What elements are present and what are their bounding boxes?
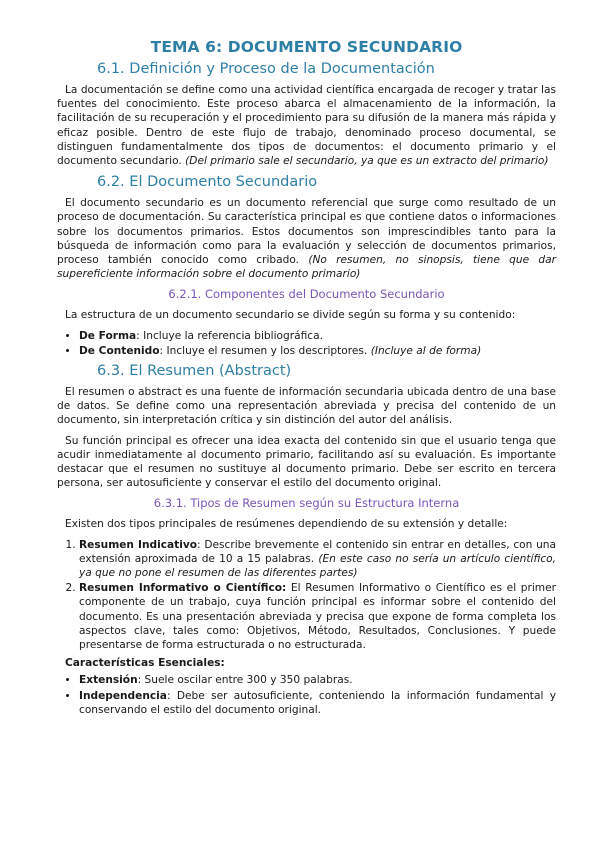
list-item-text: : Describe brevemente el contenido sin entrar en detalles, con una extensión aproximada de 10 a 15 palabras. <box>79 538 556 565</box>
list-item <box>79 329 556 343</box>
page-title: TEMA 6: DOCUMENTO SECUNDARIO <box>150 38 463 56</box>
list-item-text: : Incluye la referencia bibliográfica. <box>136 329 323 342</box>
list-item-text: : Debe ser autosuficiente, conteniendo la información fundamental y conservando el estilo del documento original. <box>79 689 556 716</box>
paragraph-text: Existen dos tipos principales de resúmenes dependiendo de su extensión y detalle: <box>65 518 508 531</box>
list-item-label: Extensión <box>79 674 138 687</box>
summary-types-list <box>57 538 556 653</box>
section-heading-6-3: 6.3. El Resumen (Abstract) <box>97 363 292 380</box>
paragraph-note: (No resumen, no sinopsis, tiene que dar supereficiente información sobre el documento primario) <box>57 254 556 281</box>
list-item-text: El Resumen Informativo o Científico es el primer componente de un trabajo, cuya función principal es informar sobre el contenido del documento. Es una presentación abreviada y precisa que expone de forma completa los aspectos clave, tales como: Objetivos, Método, Resultados, Conclusiones. Y puede presentarse de forma estructurada o no estructurada. <box>79 582 556 652</box>
section-heading-6-1: 6.1. Definición y Proceso de la Documentación <box>97 61 435 77</box>
list-item <box>79 344 556 358</box>
paragraph <box>57 517 556 531</box>
paragraph <box>57 308 556 322</box>
list-item <box>79 689 556 717</box>
list-item-label: De Contenido <box>79 344 160 357</box>
list-item-label: Independencia <box>79 689 167 702</box>
paragraph <box>57 83 556 168</box>
list-item-label: Resumen Indicativo <box>79 538 198 551</box>
list-item-text: : Suele oscilar entre 300 y 350 palabras. <box>137 674 353 687</box>
components-list <box>57 329 556 358</box>
list-item-text: : Incluye el resumen y los descriptores. <box>159 344 368 357</box>
list-item-note: (En este caso no sería un artículo científico, ya que no pone el resumen de las diferentes partes) <box>79 552 556 580</box>
paragraph-text: La estructura de un documento secundario se divide según su forma y su contenido: <box>65 309 516 322</box>
paragraph-text: La documentación se define como una actividad científica encargada de recoger y tratar las fuentes del conocimiento. Este proceso abarca el almacenamiento de la información, la facilitación de su recuperación y el procedimiento para su difusión de la manera más rápida y eficaz posible. Dentro de este flujo de trabajo, denominado proceso documental, se distinguen fundamentalmente dos tipos de documentos: el documento primario y el documento secundario. <box>57 84 556 168</box>
paragraph-text: Su función principal es ofrecer una idea exacta del contenido sin que el usuario tenga que acudir inmediatamente al documento primario, facilitando así su evaluación. Es importante destacar que el resumen no sustituye al documento primario. Debe ser escrito en tercera persona, ser autosuficiente y conservar el estilo del documento original. <box>57 434 556 490</box>
subsection-heading-6-2-1: 6.2.1. Componentes del Documento Secundario <box>168 287 445 302</box>
paragraph-text: El resumen o abstract es una fuente de información secundaria ubicada dentro de una base de datos. Se define como una representación abreviada y precisa del contenido de un documento, sin interpretación crítica y sin distinción del autor del análisis. <box>57 386 556 427</box>
features-heading: Características Esenciales: <box>65 657 225 670</box>
list-item <box>79 538 556 581</box>
paragraph-text: El documento secundario es un documento referencial que surge como resultado de un proceso de documentación. Su característica principal es que contiene datos o informaciones sobre los documentos primarios. Estos documentos son imprescindibles tanto para la búsqueda de información como para la evaluación y selección de documentos primarios, proceso también conocido como cribado. <box>57 197 556 267</box>
subsection-heading-6-3-1: 6.3.1. Tipos de Resumen según su Estructura Interna <box>153 496 460 511</box>
list-item-label: De Forma <box>79 329 137 342</box>
features-list <box>57 673 556 717</box>
list-item-label: Resumen Informativo o Científico: <box>79 582 287 595</box>
paragraph <box>57 434 556 491</box>
list-item <box>79 673 556 687</box>
paragraph <box>57 385 556 428</box>
list-item-note: (Incluye al de forma) <box>370 344 482 357</box>
paragraph-note: (Del primario sale el secundario, ya que es un extracto del primario) <box>185 155 549 168</box>
paragraph <box>57 196 556 281</box>
list-item <box>79 581 556 652</box>
section-heading-6-2: 6.2. El Documento Secundario <box>97 174 318 191</box>
